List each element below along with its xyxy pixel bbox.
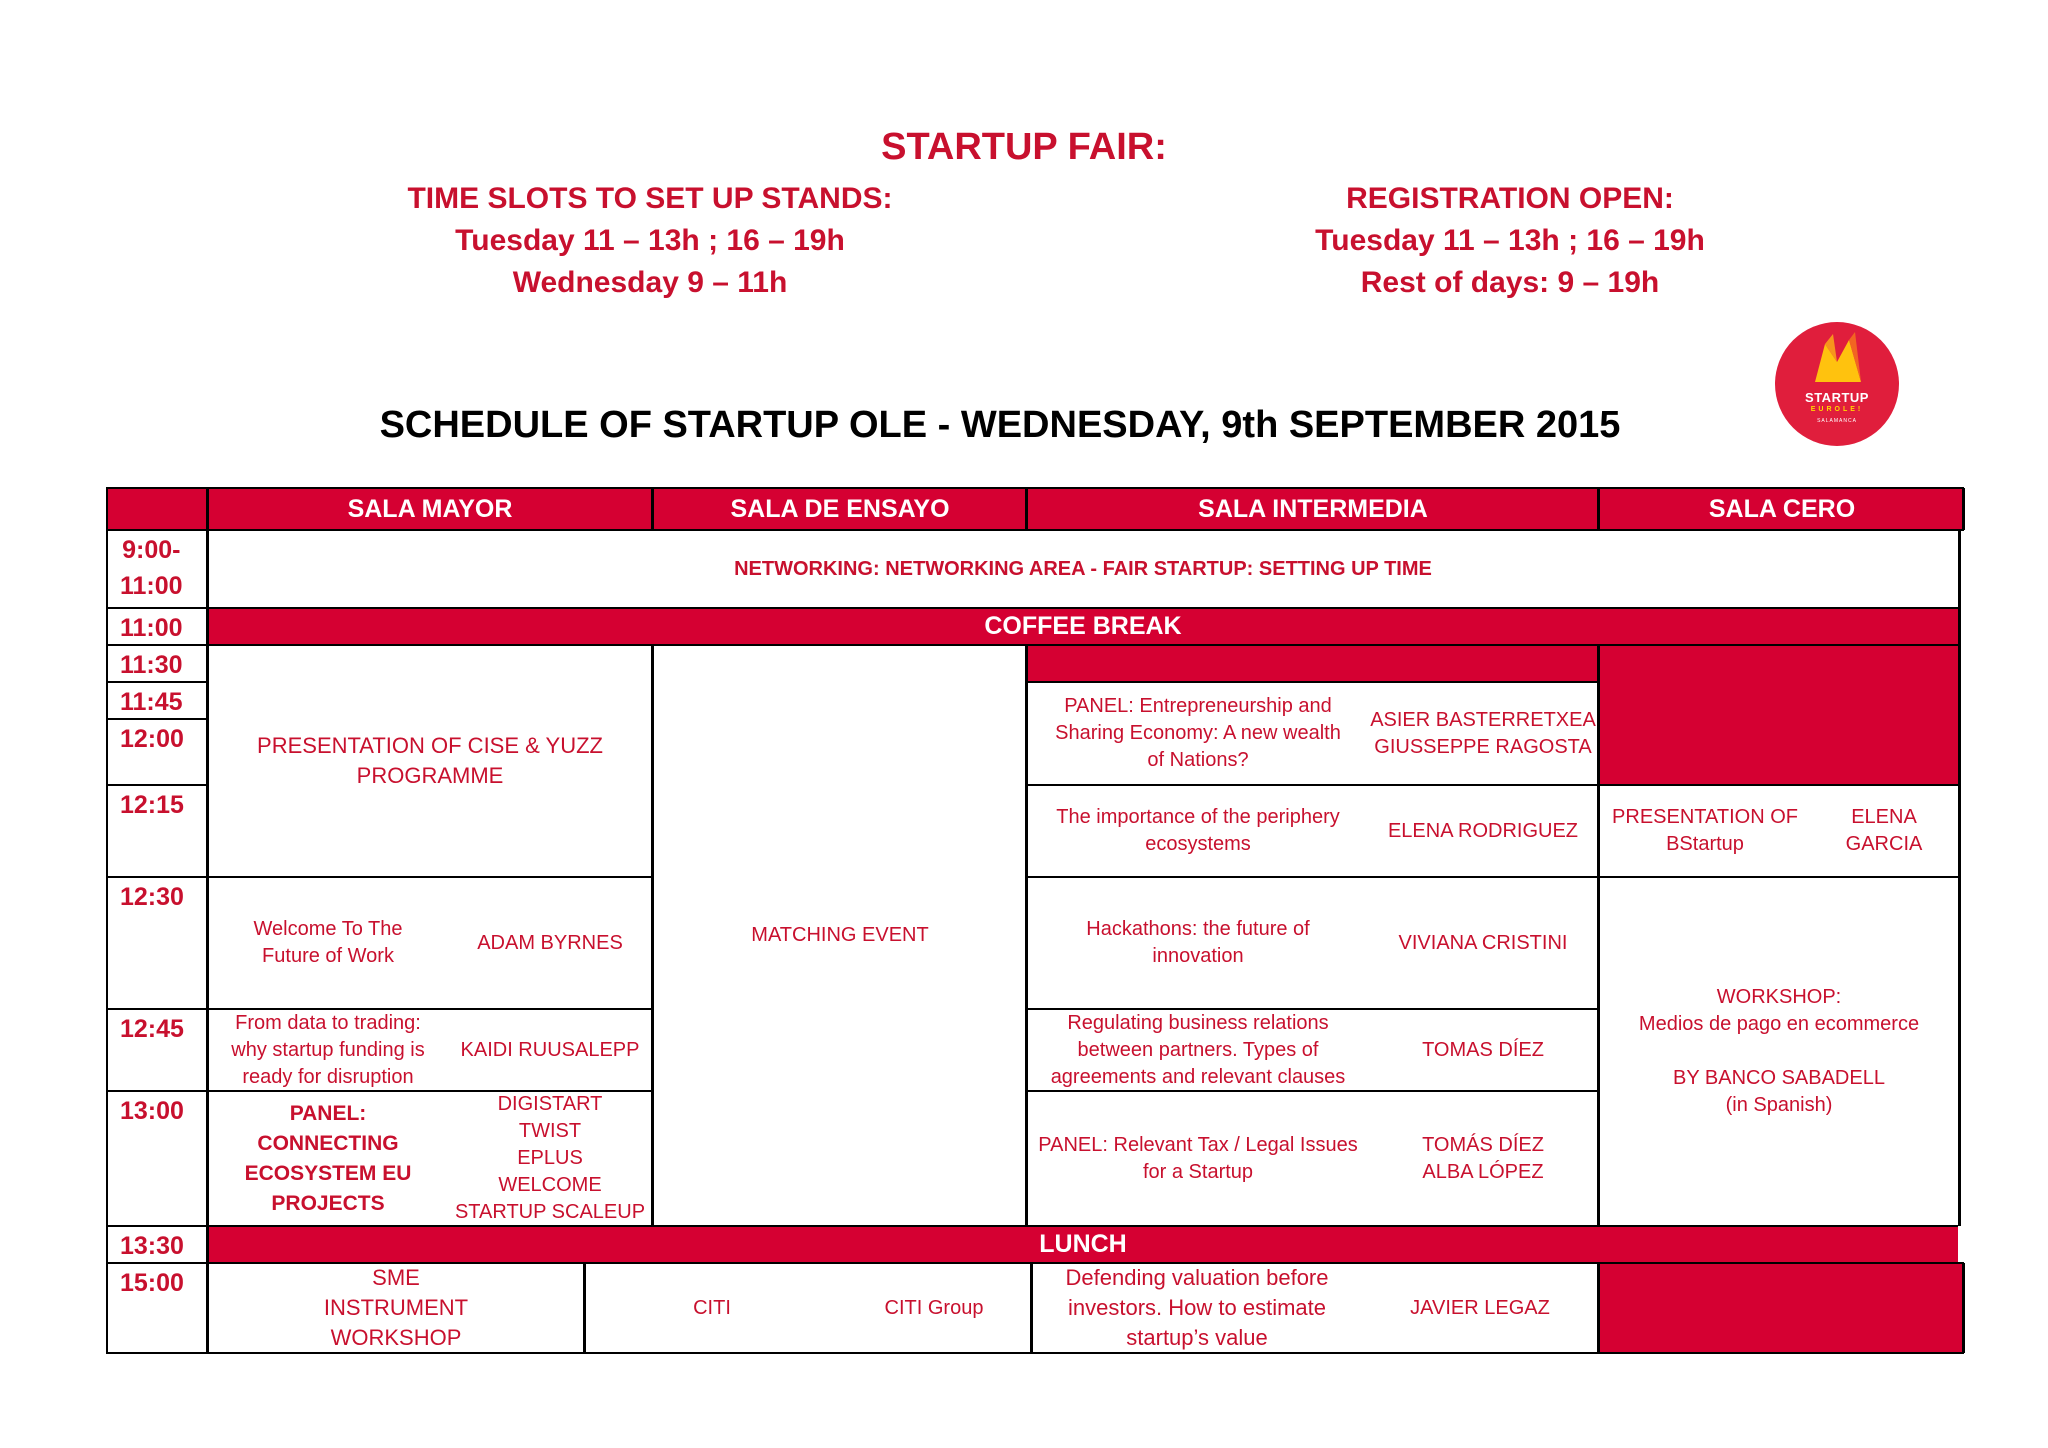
time-slot: 15:00 [120,1269,184,1297]
time-slot: 12:45 [120,1015,184,1043]
grid-line [1028,1090,1598,1092]
grid-line [106,644,1958,646]
session-title: From data to trading: why startup funding is ready for disruption [231,1011,425,1088]
grid-line [651,645,654,1226]
grid-line [1958,530,1961,1226]
time-slot: 11:00 [120,614,183,642]
session-speaker: TOMAS DÍEZ [1422,1038,1544,1061]
session-speaker: ELENA RODRIGUEZ [1387,819,1579,842]
logo-city: SALAMANCA [1817,418,1857,424]
grid-line [1597,645,1600,1226]
grid-line [583,1263,586,1353]
setup-line-2: Wednesday 9 – 11h [512,266,788,299]
grid-line [106,529,1964,531]
grid-line [106,1262,1964,1264]
time-slot: 12:30 [120,883,184,911]
session-speaker: TOMÁS DÍEZ ALBA LÓPEZ [1422,1133,1544,1183]
grid-line [206,488,209,1354]
time-slot: 12:15 [120,791,184,819]
grid-line [106,488,108,1354]
grid-line [106,487,1964,489]
session-title: PRESENTATION OF BStartup [1612,806,1798,855]
time-slot: 13:30 [120,1232,184,1260]
session-title: PANEL: Relevant Tax / Legal Issues for a Startup [1038,1133,1358,1183]
matching-event: MATCHING EVENT [751,924,929,946]
session-speaker: CITI Group [884,1296,984,1319]
registration-line-2: Rest of days: 9 – 19h [1360,266,1660,299]
time-slot: 13:00 [120,1097,184,1125]
grid-line [651,488,654,530]
time-slot: 9:00- 11:00 [120,536,183,600]
grid-line [106,1225,1958,1227]
schedule-title: SCHEDULE OF STARTUP OLE - WEDNESDAY, 9th SEPTEMBER 2015 [379,404,1621,446]
time-slot: 12:00 [120,725,184,753]
intermedia-blocked-slot [1028,645,1598,682]
session-title: Defending valuation before investors. How to estimate startup’s value [1065,1265,1329,1350]
grid-line [106,681,208,683]
time-slot: 11:30 [120,651,183,679]
session-speaker: JAVIER LEGAZ [1410,1296,1550,1319]
session-title: PANEL: CONNECTING ECOSYSTEM EU PROJECTS [244,1101,412,1215]
grid-line [1028,1008,1598,1010]
grid-line [106,876,652,878]
cise-yuzz-presentation: PRESENTATION OF CISE & YUZZ PROGRAMME [257,733,603,788]
lunch-band: LUNCH [208,1226,1958,1263]
logo-word: STARTUP [1805,390,1869,405]
sme-instrument-workshop: SME INSTRUMENT WORKSHOP [323,1265,469,1350]
setup-heading: TIME SLOTS TO SET UP STANDS: [407,182,893,215]
column-header-sala-cero: SALA CERO [1600,488,1964,530]
registration-heading: REGISTRATION OPEN: [1346,182,1674,215]
cero-blocked-slot [1600,645,1958,785]
column-header-sala-mayor: SALA MAYOR [208,488,652,530]
session-speaker: ADAM BYRNES [477,931,623,954]
session-title: Welcome To The Future of Work [253,918,403,967]
grid-line [1962,488,1965,530]
session-speaker: DIGISTART TWIST EPLUS WELCOME STARTUP SCALEUP [454,1093,646,1223]
session-title: CITI [693,1296,731,1319]
header-corner [106,488,206,530]
session-title: The importance of the periphery ecosystems [1056,806,1340,855]
networking-row: NETWORKING: NETWORKING AREA - FAIR STARTUP: SETTING UP TIME [734,558,1432,580]
sabadell-workshop: WORKSHOP: Medios de pago en ecommerce BY BANCO SABADELL (in Spanish) [1638,986,1920,1116]
session-speaker: VIVIANA CRISTINI [1398,931,1568,954]
session-speaker: ELENA GARCIA [1845,806,1923,855]
session-title: PANEL: Entrepreneurship and Sharing Economy: A new wealth of Nations? [1055,695,1341,771]
session-speaker: KAIDI RUUSALEPP [460,1038,640,1061]
cero-blocked-slot [1600,1263,1964,1353]
grid-line [1597,1263,1600,1353]
column-header-sala-de-ensayo: SALA DE ENSAYO [654,488,1026,530]
grid-line [106,1352,1964,1354]
time-slot: 11:45 [120,688,183,716]
grid-line [1025,645,1028,1226]
registration-line-1: Tuesday 11 – 13h ; 16 – 19h [1315,224,1705,257]
session-title: Hackathons: the future of innovation [1086,918,1310,967]
setup-line-1: Tuesday 11 – 13h ; 16 – 19h [455,224,845,257]
session-title: Regulating business relations between partners. Types of agreements and relevant clauses [1050,1011,1346,1088]
column-header-sala-intermedia: SALA INTERMEDIA [1028,488,1598,530]
grid-line [1028,876,1958,878]
grid-line [1025,488,1028,530]
grid-line [1028,784,1958,786]
session-speaker: ASIER BASTERRETXEA GIUSSEPPE RAGOSTA [1370,708,1596,758]
grid-line [106,607,1958,609]
grid-line [106,784,208,786]
grid-line [106,1090,652,1092]
grid-line [1028,681,1598,683]
grid-line [106,1008,652,1010]
grid-line [1597,488,1600,530]
coffee-break-band: COFFEE BREAK [208,608,1958,645]
grid-line [1030,1263,1033,1353]
grid-line [1962,1263,1965,1353]
grid-line [106,718,208,720]
logo-sub: EUROLE! [1810,406,1864,413]
startup-fair-title: STARTUP FAIR: [881,126,1167,168]
